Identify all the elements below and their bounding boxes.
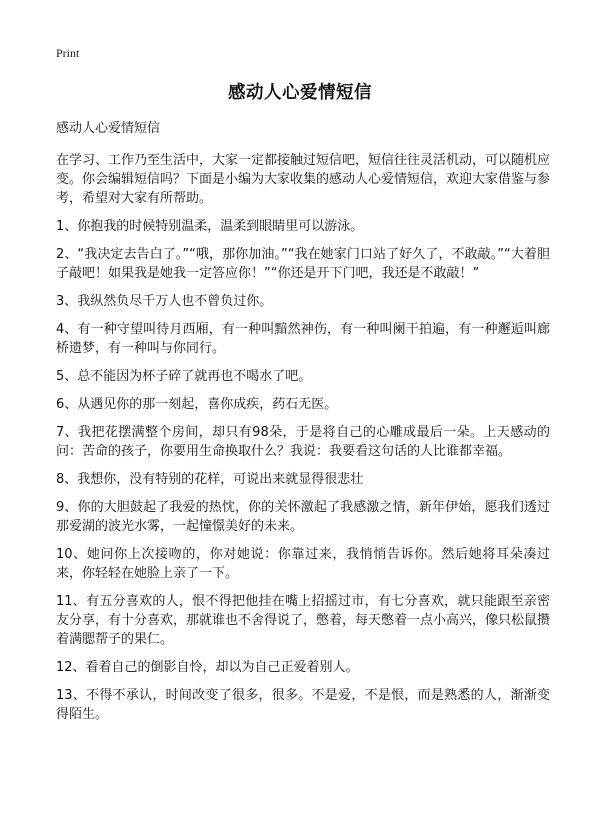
list-item: 5、总不能因为杯子碎了就再也不喝水了吧。 xyxy=(56,369,312,384)
list-item: 9、你的大胆鼓起了我爱的热忱，你的关怀激起了我感激之情，新年伊始，愿我们透过那爱湖的波光水雾，一起憧憬美好的未来。 xyxy=(56,500,550,534)
page-title: 感动人心爱情短信 xyxy=(228,83,372,103)
list-item: 1、你抱我的时候特别温柔，温柔到眼睛里可以游泳。 xyxy=(56,219,364,234)
list-item: 4、有一种守望叫待月西厢，有一种叫黯然神伤，有一种叫阑干拍遍，有一种邂逅叫廊桥遗梦，有一种叫与你同行。 xyxy=(56,322,550,356)
article-subtitle: 感动人心爱情短信 xyxy=(56,121,161,136)
list-item: 2、“我决定去告白了。”“哦，那你加油。”“我在她家门口站了好久了，不敢敲。”“大着胆子敲吧！如果我是她我一定答应你！”“你还是开下门吧，我还是不敢敲！” xyxy=(56,247,550,281)
list-item: 8、我想你，没有特别的花样，可说出来就显得很悲壮 xyxy=(56,472,364,487)
list-item: 7、我把花摆满整个房间，却只有98朵，于是将自己的心雕成最后一朵。上天感动的问：苦命的孩子，你要用生命换取什么？我说：我要看这句话的人比谁都幸福。 xyxy=(56,425,550,459)
list-item: 3、我纵然负尽千万人也不曾负过你。 xyxy=(56,294,273,309)
article-body xyxy=(56,121,550,733)
list-item: 10、她问你上次接吻的，你对她说：你靠过来，我悄悄告诉你。然后她将耳朵凑过来，你轻轻在她脸上亲了一下。 xyxy=(56,547,550,581)
list-item: 13、不得不承认，时间改变了很多，很多。不是爱，不是恨，而是熟悉的人，渐渐变得陌生。 xyxy=(56,688,550,722)
list-item: 11、有五分喜欢的人，恨不得把他挂在嘴上招摇过市，有七分喜欢，就只能跟至亲密友分享，有十分喜欢，那就谁也不舍得说了，憋着，每天憋着一点小高兴，像只松鼠攒着满腮帮子的果仁。 xyxy=(56,594,551,647)
list-item: 12、看着自己的倒影自怜，却以为自己正爱着别人。 xyxy=(56,660,359,675)
print-link[interactable]: Print xyxy=(56,46,80,60)
list-item: 6、从遇见你的那一刻起，喜你成疾，药石无医。 xyxy=(56,397,338,412)
intro-paragraph: 在学习、工作乃至生活中，大家一定都接触过短信吧，短信往往灵活机动，可以随机应变。你会编辑短信吗？下面是小编为大家收集的感动人心爱情短信，欢迎大家借鉴与参考，希望对大家有所帮助。 xyxy=(56,153,551,206)
